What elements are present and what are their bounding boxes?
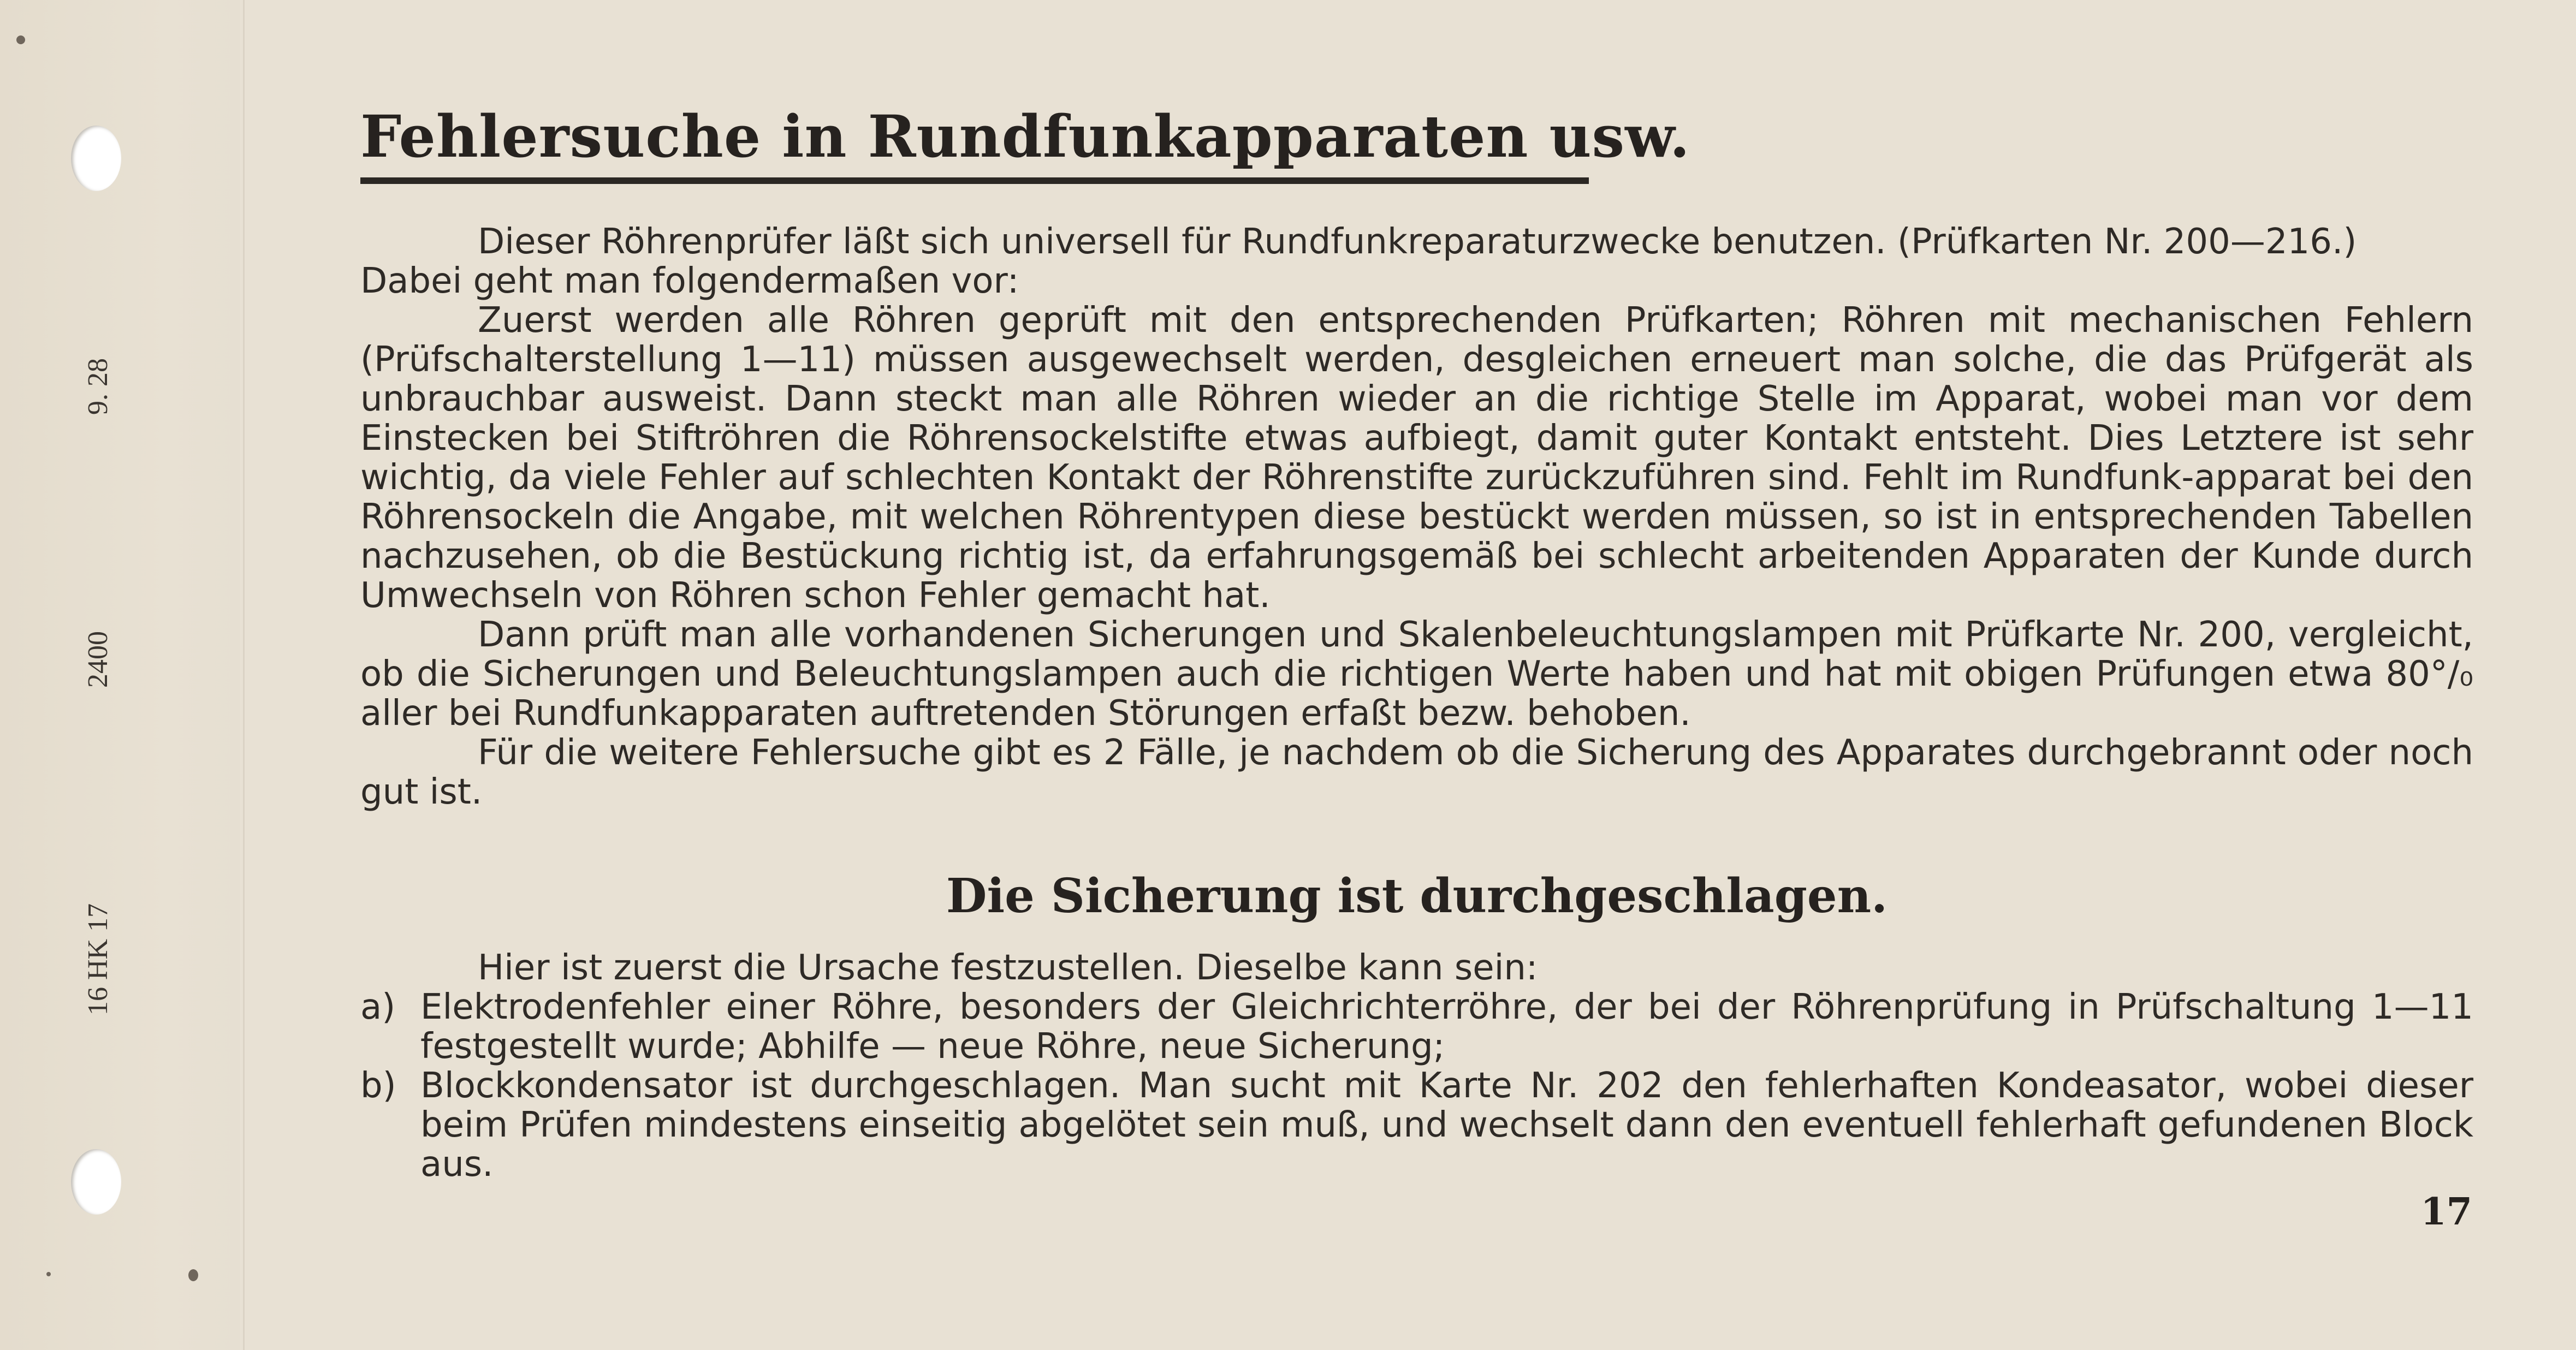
paper-speck: [16, 35, 25, 44]
paper-speck: [188, 1269, 198, 1281]
page-number: 17: [2420, 1190, 2472, 1234]
section-heading: Die Sicherung ist durchgeschlagen.: [946, 869, 1888, 924]
title-underline: [360, 177, 1589, 184]
intro-paragraph: Dieser Röhrenprüfer läßt sich universell für Rundfunkreparaturzwecke benutzen. (Prüfkarten Nr. 200—216.): [478, 222, 2357, 262]
print-code-right: 9. 28: [82, 358, 114, 415]
intro-paragraph: Dann prüft man alle vorhandenen Sicherungen und Skalenbeleuchtungslampen mit Prüfkarte Nr. 200, vergleicht, ob die Sicherungen und Beleuchtungslampen auch die richtigen Werte haben und hat mit obigen Prüfungen etwa 80°/₀ aller bei Rundfunkapparaten auftretenden Störungen erfaßt bezw. behoben.: [360, 615, 2473, 734]
list-item-letter: a): [360, 987, 396, 1027]
list-item-letter: b): [360, 1066, 396, 1106]
punch-hole-top: [71, 126, 121, 191]
list-item-text: Blockkondensator ist durchgeschlagen. Man sucht mit Karte Nr. 202 den fehlerhaften Kondeasator, wobei dieser beim Prüfen mindestens einseitig abgelötet sein muß, und wechselt dann den eventuell fehlerhaft gefundenen Block aus.: [420, 1066, 2473, 1185]
intro-paragraph: Zuerst werden alle Röhren geprüft mit den entsprechenden Prüfkarten; Röhren mit mechanischen Fehlern (Prüfschalterstellung 1—11) müssen ausgewechselt werden, desgleichen erneuert man solche, die das Prüfgerät als unbrauchbar ausweist. Dann steckt man alle Röhren wieder an die richtige Stelle im Apparat, wobei man vor dem Einstecken bei Stiftröhren die Röhrensockelstifte etwas aufbiegt, damit guter Kontakt entsteht. Dies Letztere ist sehr wichtig, da viele Fehler auf schlechten Kontakt der Röhrenstifte zurückzuführen sind. Fehlt im Rundfunk-apparat bei den Röhrensockeln die Angabe, mit welchen Röhrentypen diese bestückt werden müssen, so ist in entsprechenden Tabellen nachzusehen, ob die Bestückung richtig ist, da erfahrungsgemäß bei schlecht arbeitenden Apparaten der Kunde durch Umwechseln von Röhren schon Fehler gemacht hat.: [360, 300, 2473, 616]
section-intro: Hier ist zuerst die Ursache festzustellen. Dieselbe kann sein:: [478, 948, 1538, 988]
paper-speck: [46, 1272, 51, 1276]
binding-margin: [0, 0, 240, 1350]
list-item: [360, 1066, 2473, 1184]
punch-hole-bottom: [71, 1149, 121, 1215]
list-item-text: Elektrodenfehler einer Röhre, besonders der Gleichrichterröhre, der bei der Röhrenprüfung in Prüfschaltung 1—11 festgestellt wurde; Abhilfe — neue Röhre, neue Sicherung;: [420, 987, 2473, 1067]
page-title: Fehlersuche in Rundfunkapparaten usw.: [360, 102, 1690, 170]
intro-paragraph: Für die weitere Fehlersuche gibt es 2 Fälle, je nachdem ob die Sicherung des Apparates durchgebrannt oder noch gut ist.: [360, 733, 2473, 812]
print-code: [82, 251, 120, 1015]
print-code-middle: 2400: [82, 631, 114, 688]
fold-line: [243, 0, 245, 1350]
print-code-left: 16 HK 17: [82, 903, 114, 1015]
list-item: [360, 988, 2473, 1066]
page-content: [360, 101, 2473, 1184]
intro-paragraph: Dabei geht man folgendermaßen vor:: [360, 261, 1019, 301]
